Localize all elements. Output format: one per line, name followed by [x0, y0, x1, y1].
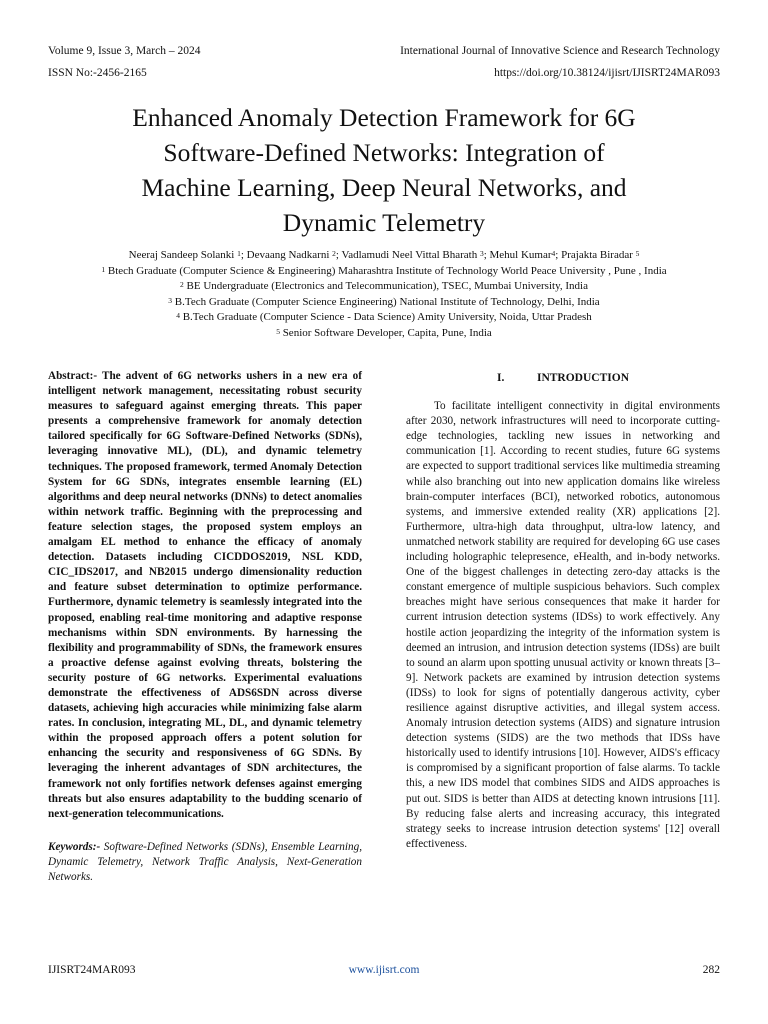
- keywords-text: Software-Defined Networks (SDNs), Ensemble Learning, Dynamic Telemetry, Network Traffic Analysis, Next-Generation Networks.: [48, 840, 362, 883]
- right-column: [406, 371, 720, 852]
- volume-issue: Volume 9, Issue 3, March – 2024: [48, 45, 201, 57]
- affiliation-sup: 5: [276, 326, 280, 336]
- author-sup: 1: [237, 249, 241, 258]
- keywords: [48, 840, 362, 885]
- affiliation-text: B.Tech Graduate (Computer Science - Data Science) Amity University, Noida, Uttar Pradesh: [182, 311, 592, 323]
- journal-name: International Journal of Innovative Science and Research Technology: [400, 45, 720, 57]
- affiliation-sup: 2: [180, 280, 184, 289]
- author-name: Devaang Nadkarni: [246, 249, 330, 261]
- author-block: [30, 248, 738, 341]
- author-sep: ;: [555, 249, 562, 261]
- author-sup: 5: [635, 249, 640, 258]
- title-line: Dynamic Telemetry: [282, 208, 486, 237]
- author-sep: ;: [335, 249, 342, 261]
- abstract: Abstract:- The advent of 6G networks ushers in a new era of intelligent network management, necessitating robust security measures to safeguard against emerging threats. This paper presents a comprehensive framework for anomaly detection tailored specifically for 6G Software-Defined Networks (SDNs), leveraging innovative ML), (DL), and dynamic telemetry techniques. The proposed framework, termed Anomaly Detection System for 6G SDNs, integrates ensemble learning (EL) algorithms and deep neural networks (DNNs) to detect anomalies within network traffic. Beginning with the preprocessing and feature selection stages, the proposed system employs an amalgam EL method to enhance the efficacy of anomaly detection. Datasets including CICDDOS2019, NSL KDD, CIC_IDS2017, and NB2015 undergo dimensionality reduction and feature subset determination to optimize performance. Furthermore, dynamic telemetry is seamlessly integrated into the proposed, enabling real-time monitoring and adaptive response mechanisms within SDN environments. By harnessing the flexibility and programmability of SDNs, the framework ensures a proactive defense against evolving threats, bolstering the security posture of 6G networks. Experimental evaluations demonstrate the effectiveness of ADS6SDN across diverse datasets, achieving high accuracies while minimizing false alarm rates. In conclusion, integrating ML, DL, and dynamic telemetry within the proposed approach offers a potent solution for enhancing the security and responsiveness of 6G SDNs. By leveraging the inherent advantages of SDN architectures, the framework not only fortifies network defenses against emerging threats but also ensures adaptability to the budding scenario of next-generation telecommunications.: [48, 370, 362, 820]
- doi-link[interactable]: https://doi.org/10.38124/ijisrt/IJISRT24MAR093: [494, 67, 720, 79]
- affiliation: [30, 295, 738, 311]
- issn: ISSN No:-2456-2165: [48, 67, 147, 79]
- author-name: Vadlamudi Neel Vittal Bharath: [341, 249, 478, 261]
- affiliation: [30, 326, 738, 342]
- author-list: [30, 248, 738, 264]
- affiliation-text: Senior Software Developer, Capita, Pune, India: [282, 326, 492, 339]
- author-sep: ;: [483, 249, 490, 261]
- author-sup: 2: [332, 249, 336, 258]
- author-name: Neeraj Sandeep Solanki: [128, 249, 235, 261]
- paper-title: [48, 100, 720, 240]
- footer-website-link[interactable]: www.ijisrt.com: [348, 964, 420, 976]
- left-column: [48, 369, 362, 885]
- affiliation-sup: 3: [168, 295, 173, 305]
- affiliation: [30, 279, 738, 295]
- title-line: Enhanced Anomaly Detection Framework for 6G: [132, 103, 636, 132]
- affiliation-text: BE Undergraduate (Electronics and Telecommunication), TSEC, Mumbai University, India: [186, 280, 588, 292]
- section-number: I.: [496, 372, 505, 384]
- author-sep: ;: [240, 249, 247, 261]
- intro-paragraph: To facilitate intelligent connectivity in digital environments after 2030, network infrastructures will need to incorporate cutting-edge technologies, tackling new issues in networking and communication [1]. According to recent studies, future 6G systems are expected to support traditional services like multimedia streaming while also branching out into new application domains like wireless brain-computer interfaces (BCI), networked robotics, autonomous systems, and immersive extended reality (XR) applications [2]. Furthermore, ultra-high data throughput, ultra-low latency, and unmatched network stability are required for developing 6G use cases including holographic telepresence, eHealth, and in-body networks. One of the biggest challenges in detecting zero-day attacks is the constant emergence of multiple suspicious behaviors. Such complex breaches might have serious consequences that make it harder for current intrusion detection systems (IDSs) to work effectively. Any hostile action jeopardizing the integrity of the information system is deemed an intrusion, and intrusion detection systems (IDSs) are built to sound an alarm upon spotting unusual activity or known threats [3–9]. Network packets are examined by intrusion detection systems (IDSs) to look for signs of potentially dangerous activity, cyber resilience against disruptive activities, and illegal system access. Anomaly intrusion detection systems (AIDS) and signature intrusion detection systems (SIDS) are the two methods that IDSs have historically used to identify intrusions [10]. However, AIDS's efficacy is compromised by a significant proportion of false alarms. To tackle this, a new IDS model that combines SIDS and AIDS approaches is put out. SIDS is better than AIDS at detecting known intrusions [11]. By reducing false alerts and increasing accuracy, this integrated strategy seeks to increase intrusion detection systems' [12] overall effectiveness.: [406, 400, 720, 850]
- section-heading: [406, 371, 720, 386]
- affiliation: [30, 310, 738, 326]
- page-number: 282: [702, 964, 720, 976]
- author-name: Prajakta Biradar: [561, 249, 633, 261]
- affiliation-sup: 1: [101, 264, 106, 274]
- author-sup: 3: [479, 249, 484, 258]
- author-sup: 4: [551, 249, 556, 258]
- author-name: Mehul Kumar: [489, 249, 552, 261]
- title-line: Machine Learning, Deep Neural Networks, and: [141, 173, 627, 202]
- keywords-label: Keywords:-: [48, 840, 101, 853]
- section-title: INTRODUCTION: [536, 372, 629, 384]
- footer-paper-id: IJISRT24MAR093: [48, 964, 136, 976]
- affiliation: [30, 264, 738, 280]
- affiliation-sup: 4: [176, 311, 180, 320]
- affiliation-text: Btech Graduate (Computer Science & Engineering) Maharashtra Institute of Technology World Peace University , Pune , India: [107, 264, 667, 277]
- title-line: Software-Defined Networks: Integration of: [163, 138, 605, 167]
- affiliation-text: B.Tech Graduate (Computer Science Engineering) National Institute of Technology, Delhi, India: [174, 295, 600, 308]
